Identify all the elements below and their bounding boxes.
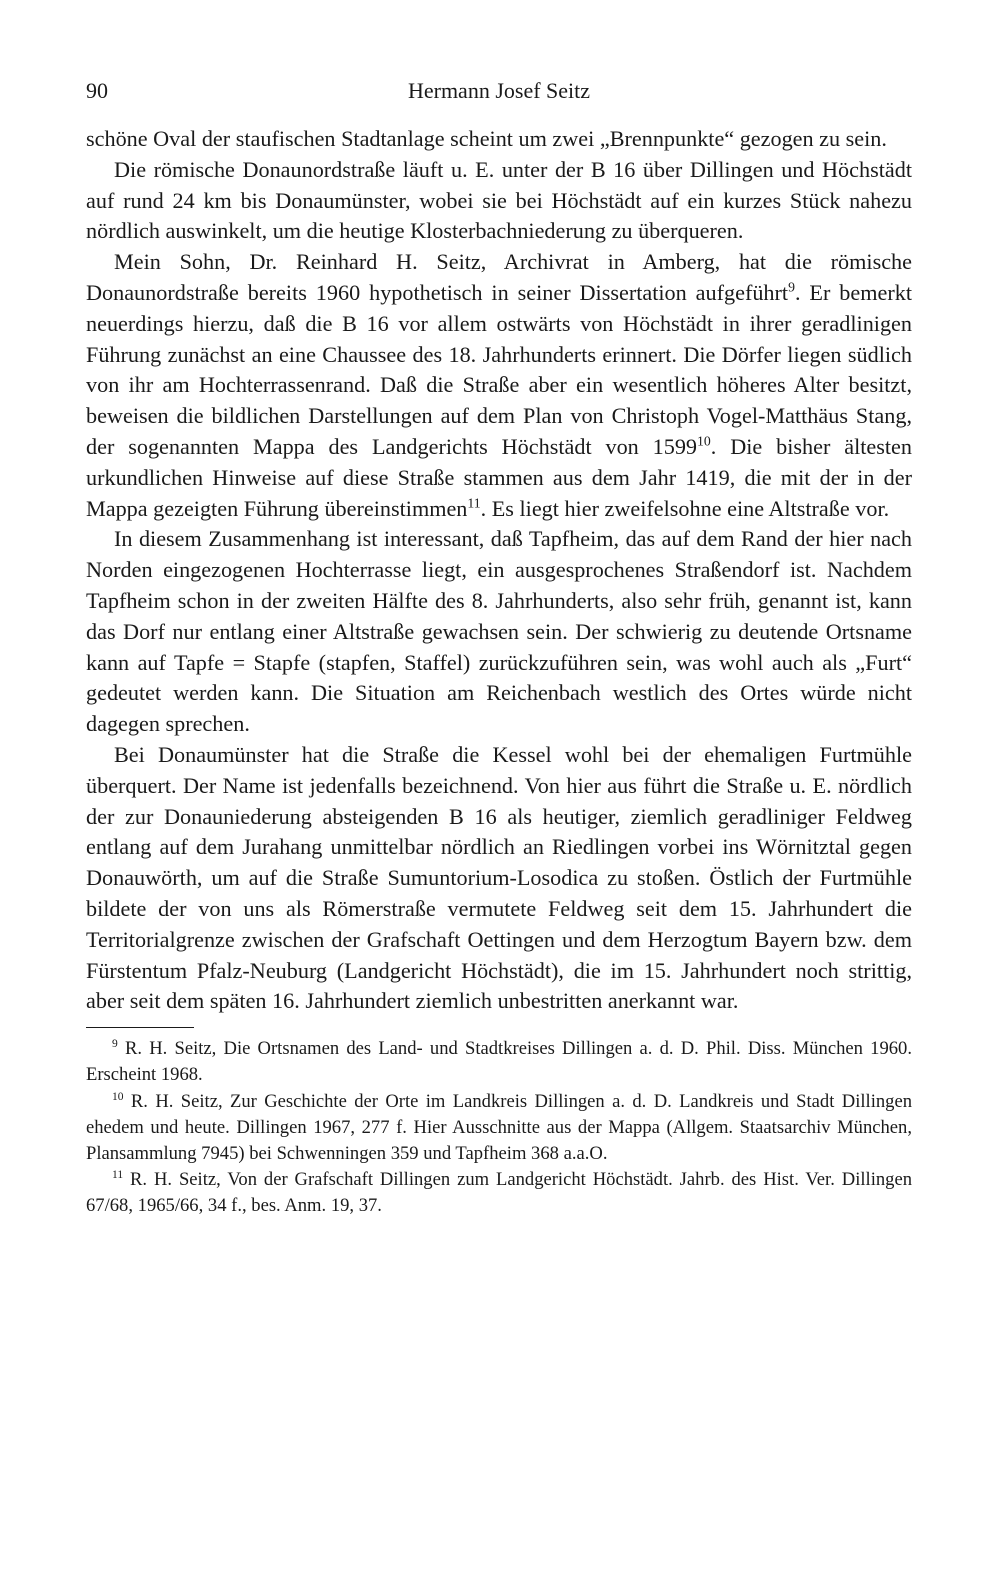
page-number: 90 (86, 78, 108, 103)
running-header (86, 78, 912, 114)
footnote (86, 1167, 912, 1219)
footnote-reference[interactable]: 10 (697, 433, 711, 449)
footnotes (86, 1036, 912, 1219)
paragraph-text: Mein Sohn, Dr. Reinhard H. Seitz, Archivrat in Amberg, hat die römische Donaunordstraße bereits 1960 hypothetisch in seiner Dissertation aufgeführt (86, 249, 912, 305)
footnote-reference[interactable]: 9 (788, 279, 795, 295)
body-text (86, 124, 912, 1017)
footnote-number: 10 (112, 1090, 124, 1103)
footnote-divider (86, 1027, 194, 1028)
footnote (86, 1036, 912, 1088)
footnote-number: 9 (112, 1037, 118, 1050)
paragraph (86, 247, 912, 524)
footnote-text: R. H. Seitz, Die Ortsnamen des Land- und Stadtkreises Dillingen a. d. D. Phil. Diss. München 1960. Erscheint 1968. (86, 1038, 912, 1086)
footnote-text: R. H. Seitz, Von der Grafschaft Dillingen zum Landgericht Höchstädt. Jahrb. des Hist. Ver. Dillingen 67/68, 1965/66, 34 f., bes. Anm. 19, 37. (86, 1169, 912, 1217)
paragraph: Bei Donaumünster hat die Straße die Kessel wohl bei der ehemaligen Furtmühle überquert. Der Name ist jedenfalls bezeichnend. Von hier aus führt die Straße u. E. nördlich der zur Donauniederung absteigenden B 16 als heutiger, ziemlich geradliniger Feldweg entlang auf dem Jurahang unmittelbar nördlich an Riedlingen vorbei ins Wörnitztal gegen Donauwörth, um auf die Straße Sumuntorium-Losodica zu stoßen. Östlich der Furtmühle bildete der von uns als Römerstraße vermutete Feldweg seit dem 15. Jahrhundert die Territorialgrenze zwischen der Grafschaft Oettingen und dem Herzogtum Bayern bzw. dem Fürstentum Pfalz-Neuburg (Landgericht Höchstädt), die im 15. Jahrhundert noch strittig, aber seit dem späten 16. Jahrhundert ziemlich unbestritten anerkannt war. (86, 741, 912, 1014)
book-page (86, 78, 912, 1220)
paragraph: In diesem Zusammenhang ist interessant, daß Tapfheim, das auf dem Rand der hier nach Norden eingezogenen Hochterrasse liegt, ein ausgesprochenes Straßendorf ist. Nachdem Tapfheim schon in der zweiten Hälfte des 8. Jahrhunderts, also sehr früh, genannt ist, kann das Dorf nur entlang einer Altstraße gewachsen sein. Der schwierig zu deutende Ortsname kann auf Tapfe = Stapfe (stapfen, Staffel) zurückzuführen sein, was wohl auch als „Furt“ gedeutet werden kann. Die Situation am Reichenbach westlich des Ortes würde nicht dagegen sprechen. (86, 526, 912, 737)
running-header-author: Hermann Josef Seitz (407, 78, 591, 103)
footnote-text: R. H. Seitz, Zur Geschichte der Orte im Landkreis Dillingen a. d. D. Landkreis und Stadt Dillingen ehedem und heute. Dillingen 1967, 277 f. Hier Ausschnitte aus der Mappa (Allgem. Staatsarchiv München, Plansammlung 7945) bei Schwenningen 359 und Tapfheim 368 a.a.O. (86, 1090, 912, 1164)
footnote-reference[interactable]: 11 (467, 495, 481, 511)
paragraph-text: . Die bisher ältesten urkundlichen Hinweise auf diese Straße stammen aus dem Jahr 1419, die mit der in der Mappa gezeigten Führung übereinstimmen (86, 433, 912, 521)
footnote-number: 11 (112, 1168, 124, 1181)
paragraph: Die römische Donaunordstraße läuft u. E. unter der B 16 über Dillingen und Höchstädt auf rund 24 km bis Donaumünster, wobei sie bei Höchstädt auf ein kurzes Stück nahezu nördlich auswinkelt, um die heutige Klosterbachniederung zu überqueren. (86, 156, 912, 244)
paragraph-text: . Er bemerkt neuerdings hierzu, daß die B 16 vor allem ostwärts von Höchstädt in ihrer geradlinigen Führung zunächst an eine Chaussee des 18. Jahrhunderts erinnert. Die Dörfer liegen südlich von ihr am Hochterrassenrand. Daß die Straße aber ein wesentlich höheres Alter besitzt, beweisen die bildlichen Darstellungen auf dem Plan von Christoph Vogel-Matthäus Stang, der sogenannten Mappa des Landgerichts Höchstädt von 1599 (86, 279, 912, 459)
paragraph-text: . Es liegt hier zweifelsohne eine Altstraße vor. (480, 495, 890, 521)
paragraph: schöne Oval der staufischen Stadtanlage scheint um zwei „Brennpunkte“ gezogen zu sein. (86, 126, 887, 151)
footnote (86, 1089, 912, 1168)
